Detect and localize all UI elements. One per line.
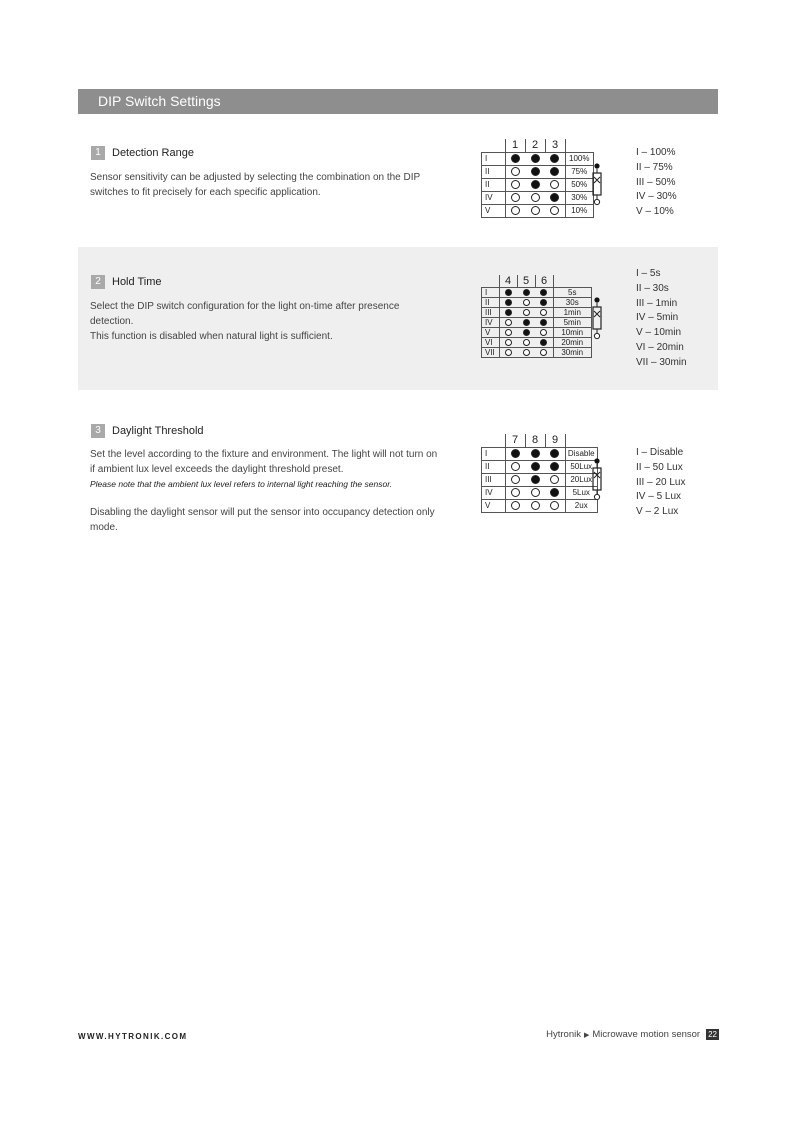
switch-on-icon (550, 449, 559, 458)
table-row (482, 298, 592, 308)
legend-item: II – 50 Lux (636, 461, 683, 473)
setting-value: 100% (565, 152, 594, 165)
setting-value: Disable (565, 447, 598, 460)
section-title: Hold Time (112, 276, 162, 288)
switch-on-icon (550, 462, 559, 471)
setting-value: 5s (553, 288, 592, 298)
row-id: V (482, 204, 506, 217)
row-id: I (482, 152, 506, 165)
setting-value: 50Lux (565, 460, 598, 473)
switch-on-icon (540, 299, 547, 306)
section-heading (91, 146, 194, 160)
table-row (482, 191, 594, 204)
switch-off-icon (540, 329, 547, 336)
switch-off-icon (531, 193, 540, 202)
switch-on-icon (505, 289, 512, 296)
table-row (482, 460, 598, 473)
dip-table-hold-time (481, 275, 592, 358)
setting-value: 2ux (565, 499, 598, 512)
section-heading (91, 275, 162, 289)
row-id: IV (482, 318, 500, 328)
switch-off-icon (531, 488, 540, 497)
legend-daylight-threshold (636, 446, 685, 520)
row-id: III (482, 473, 506, 486)
switch-off-icon (523, 349, 530, 356)
switch-off-icon (511, 475, 520, 484)
section-description (90, 299, 440, 344)
switch-number-header: 9 (545, 434, 565, 447)
switch-number-header: 6 (535, 275, 553, 288)
footer-website: WWW.HYTRONIK.COM (78, 1032, 188, 1041)
switch-on-icon (505, 299, 512, 306)
switch-off-icon (531, 501, 540, 510)
switch-off-icon (505, 329, 512, 336)
switch-number-header: 7 (505, 434, 525, 447)
section-hold-time (78, 247, 718, 390)
switch-number-header: 1 (505, 139, 525, 152)
page-number: 22 (708, 1030, 717, 1039)
dip-table-detection-range (481, 139, 594, 218)
switch-on-icon (531, 475, 540, 484)
switch-off-icon (505, 349, 512, 356)
row-id: III (482, 308, 500, 318)
table-row (482, 318, 592, 328)
legend-item: II – 30s (636, 282, 669, 294)
switch-on-icon (531, 180, 540, 189)
legend-hold-time (636, 267, 687, 371)
setting-value: 75% (565, 165, 594, 178)
switch-on-icon (523, 329, 530, 336)
switch-off-icon (550, 501, 559, 510)
row-id: V (482, 499, 506, 512)
switch-on-icon (540, 319, 547, 326)
paragraph: Sensor sensitivity can be adjusted by selecting the combination on the DIP switches to fit precisely for each specific application. (90, 172, 421, 198)
switch-on-icon (531, 462, 540, 471)
legend-item: IV – 30% (636, 191, 677, 203)
switch-on-icon (531, 167, 540, 176)
table-row (482, 152, 594, 165)
switch-off-icon (523, 299, 530, 306)
switch-off-icon (511, 193, 520, 202)
footer-product: Microwave motion sensor (592, 1029, 701, 1040)
table-row (482, 499, 598, 512)
switch-off-icon (511, 167, 520, 176)
legend-item: III – 20 Lux (636, 476, 686, 488)
setting-value: 20Lux (565, 473, 598, 486)
legend-item: IV – 5min (636, 312, 679, 324)
setting-value: 50% (565, 178, 594, 191)
switch-on-icon (523, 289, 530, 296)
section-description (90, 447, 440, 535)
legend-item: II – 75% (636, 161, 673, 173)
note: Please note that the ambient lux level refers to internal light reaching the sensor. (90, 479, 393, 489)
row-id: IV (482, 191, 506, 204)
section-heading (91, 424, 204, 438)
switch-on-icon (511, 449, 520, 458)
switch-on-icon (531, 449, 540, 458)
switch-on-icon (540, 339, 547, 346)
paragraph: Set the level according to the fixture and environment. The light will not turn on if ambient lux level exceeds the daylight threshold preset. (90, 449, 438, 475)
legend-item: I – 100% (636, 147, 676, 158)
legend-item: IV – 5 Lux (636, 491, 682, 503)
table-row (482, 473, 598, 486)
switch-on-icon (540, 289, 547, 296)
paragraph: Select the DIP switch configuration for the light on-time after presence detection. (90, 301, 400, 327)
row-id: I (482, 447, 506, 460)
switch-on-icon (550, 167, 559, 176)
switch-number-header: 8 (525, 434, 545, 447)
legend-item: V – 10% (636, 206, 674, 218)
setting-value: 5Lux (565, 486, 598, 499)
section-detection-range (78, 130, 718, 240)
paragraph: Disabling the daylight sensor will put the sensor into occupancy detection only mode. (90, 507, 435, 533)
section-title: Daylight Threshold (112, 425, 204, 437)
table-row (482, 165, 594, 178)
section-number: 2 (91, 275, 105, 289)
switch-off-icon (531, 206, 540, 215)
setting-value: 30s (553, 298, 592, 308)
row-id: II (482, 178, 506, 191)
setting-value: 10% (565, 204, 594, 217)
legend-item: III – 50% (636, 176, 676, 188)
setting-value: 20min (553, 338, 592, 348)
row-id: V (482, 328, 500, 338)
table-row (482, 178, 594, 191)
footer-brand: Hytronik (546, 1029, 581, 1040)
legend-detection-range (636, 146, 677, 220)
switch-off-icon (550, 180, 559, 189)
row-id: II (482, 460, 506, 473)
switch-number-header: 5 (517, 275, 535, 288)
table-row (482, 204, 594, 217)
switch-on-icon (550, 488, 559, 497)
table-row (482, 288, 592, 298)
section-daylight-threshold (78, 410, 718, 550)
table-row (482, 328, 592, 338)
setting-value: 1min (553, 308, 592, 318)
switch-on-icon (511, 154, 520, 163)
switch-on-icon (505, 309, 512, 316)
legend-item: V – 2 Lux (636, 506, 679, 518)
row-id: I (482, 288, 500, 298)
switch-on-icon (550, 154, 559, 163)
switch-off-icon (511, 206, 520, 215)
page-title-bar (78, 89, 718, 114)
legend-item: V – 10min (636, 327, 682, 339)
row-id: VI (482, 338, 500, 348)
switch-off-icon (550, 475, 559, 484)
legend-item: VII – 30min (636, 356, 687, 368)
switch-off-icon (550, 206, 559, 215)
setting-value: 5min (553, 318, 592, 328)
table-row (482, 308, 592, 318)
switch-off-icon (511, 462, 520, 471)
legend-item: I – Disable (636, 447, 684, 458)
setting-value: 30min (553, 348, 592, 358)
table-row (482, 447, 598, 460)
section-description (90, 170, 440, 200)
row-id: VII (482, 348, 500, 358)
switch-number-header: 3 (545, 139, 565, 152)
switch-off-icon (505, 319, 512, 326)
table-row (482, 486, 598, 499)
legend-item: I – 5s (636, 268, 661, 279)
dip-switch-icon (591, 162, 603, 206)
switch-off-icon (540, 349, 547, 356)
switch-on-icon (550, 193, 559, 202)
setting-value: 30% (565, 191, 594, 204)
row-id: II (482, 165, 506, 178)
section-number: 1 (91, 146, 105, 160)
switch-off-icon (505, 339, 512, 346)
setting-value: 10min (553, 328, 592, 338)
switch-off-icon (511, 488, 520, 497)
switch-off-icon (511, 180, 520, 189)
page-title: DIP Switch Settings (98, 93, 221, 109)
table-row (482, 348, 592, 358)
switch-on-icon (531, 154, 540, 163)
table-row (482, 338, 592, 348)
switch-off-icon (540, 309, 547, 316)
switch-number-header: 2 (525, 139, 545, 152)
footer-product-info (546, 1029, 719, 1040)
switch-number-header: 4 (499, 275, 517, 288)
legend-item: III – 1min (636, 297, 678, 309)
section-number: 3 (91, 424, 105, 438)
switch-off-icon (523, 309, 530, 316)
row-id: IV (482, 486, 506, 499)
section-title: Detection Range (112, 147, 194, 159)
row-id: II (482, 298, 500, 308)
chevron-right-icon: ▶ (583, 1031, 590, 1039)
dip-switch-icon (591, 296, 603, 340)
switch-off-icon (523, 339, 530, 346)
dip-table-daylight-threshold (481, 434, 598, 513)
switch-on-icon (523, 319, 530, 326)
dip-switch-icon (591, 457, 603, 501)
legend-item: VI – 20min (636, 341, 684, 353)
paragraph: This function is disabled when natural light is sufficient. (90, 331, 333, 342)
switch-off-icon (511, 501, 520, 510)
